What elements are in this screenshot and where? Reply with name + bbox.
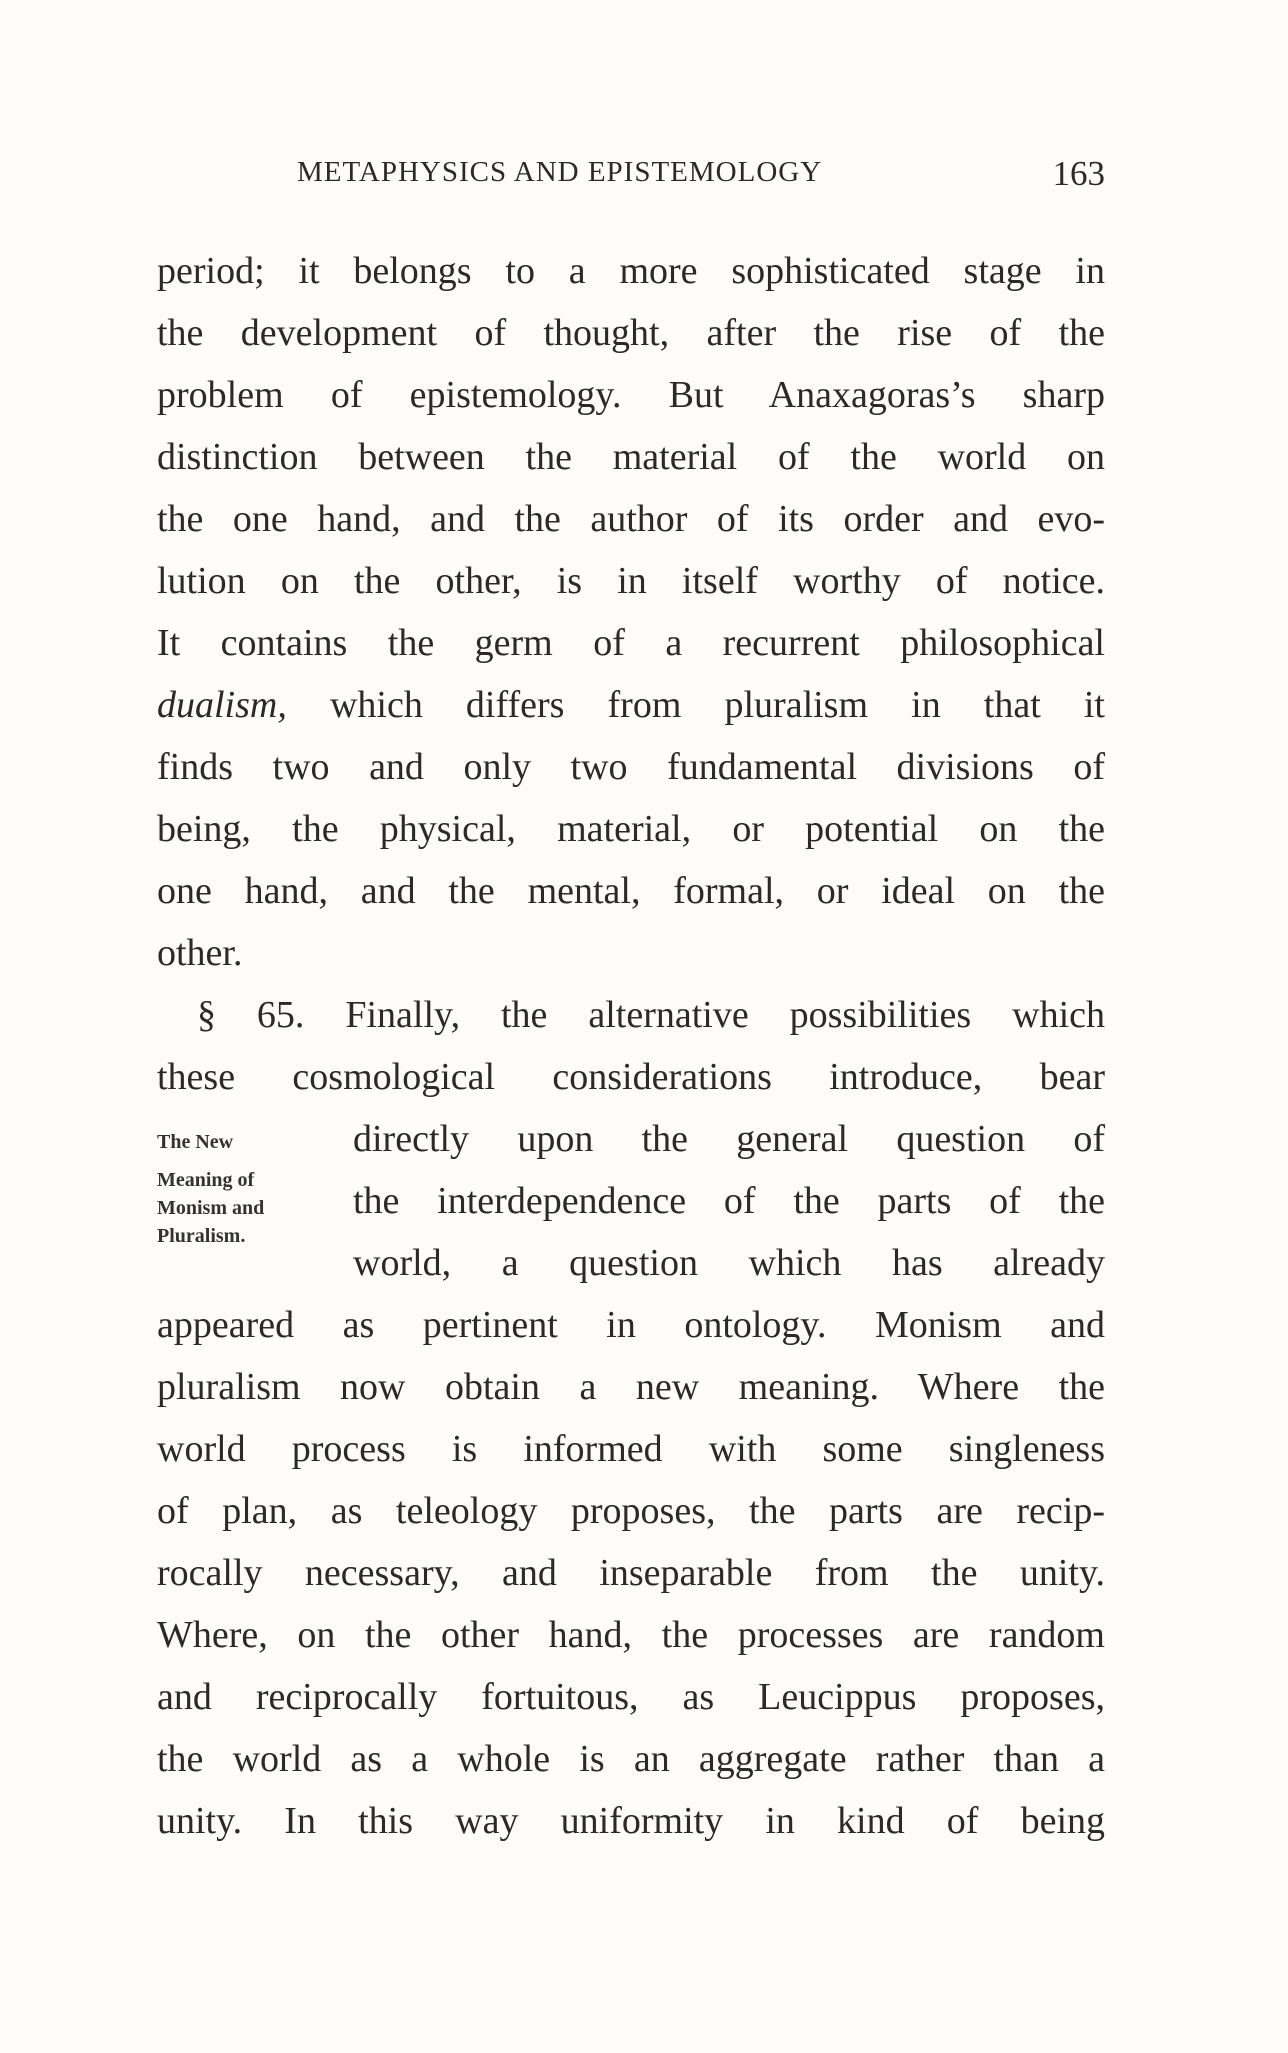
margin-note-line: The New	[157, 1131, 234, 1153]
text-line: these cosmological considerations introduce, bear	[157, 1056, 1105, 1098]
page-number: 163	[1052, 154, 1105, 193]
paragraph-2	[157, 984, 1105, 1852]
text-line: It contains the germ of a recurrent philosophical	[157, 622, 1105, 664]
text-line: period; it belongs to a more sophisticated stage in	[157, 250, 1105, 292]
text-line: the one hand, and the author of its order and evo-	[157, 498, 1105, 540]
text-line: rocally necessary, and inseparable from the unity.	[157, 1552, 1105, 1594]
margin-note-line: Pluralism.	[157, 1225, 246, 1247]
body-text	[157, 240, 1105, 1852]
text-line: the development of thought, after the rise of the	[157, 312, 1105, 354]
text-line: unity. In this way uniformity in kind of being	[157, 1800, 1105, 1842]
margin-note-line: Monism and	[157, 1197, 265, 1219]
text-line: directly upon the general question of	[353, 1118, 1105, 1160]
running-title: METAPHYSICS AND EPISTEMOLOGY	[297, 156, 823, 188]
text-line-rest: which differs from pluralism in that it	[286, 684, 1105, 726]
text-line: world process is informed with some singleness	[157, 1428, 1105, 1470]
text-line: the interdependence of the parts of the	[353, 1180, 1105, 1222]
text-line: and reciprocally fortuitous, as Leucippus proposes,	[157, 1676, 1105, 1718]
text-line: world, a question which has already	[353, 1242, 1105, 1284]
paragraph-1	[157, 240, 1105, 984]
text-line: other.	[157, 932, 243, 974]
text-line: finds two and only two fundamental divisions of	[157, 746, 1105, 788]
text-line: lution on the other, is in itself worthy of notice.	[157, 560, 1105, 602]
text-line: § 65. Finally, the alternative possibilities which	[197, 994, 1105, 1036]
text-line: the world as a whole is an aggregate rather than a	[157, 1738, 1105, 1780]
text-line	[157, 674, 1105, 736]
running-head	[297, 150, 1105, 196]
text-line: one hand, and the mental, formal, or ideal on the	[157, 870, 1105, 912]
text-line: problem of epistemology. But Anaxagoras’s sharp	[157, 374, 1105, 416]
italic-term: dualism,	[157, 684, 287, 726]
text-line: of plan, as teleology proposes, the parts are recip-	[157, 1490, 1105, 1532]
margin-note-line: Meaning of	[157, 1169, 255, 1191]
text-line: appeared as pertinent in ontology. Monism and	[157, 1304, 1105, 1346]
text-line: Where, on the other hand, the processes are random	[157, 1614, 1105, 1656]
text-line: pluralism now obtain a new meaning. Where the	[157, 1366, 1105, 1408]
text-line: distinction between the material of the world on	[157, 436, 1105, 478]
text-line: being, the physical, material, or potential on the	[157, 808, 1105, 850]
